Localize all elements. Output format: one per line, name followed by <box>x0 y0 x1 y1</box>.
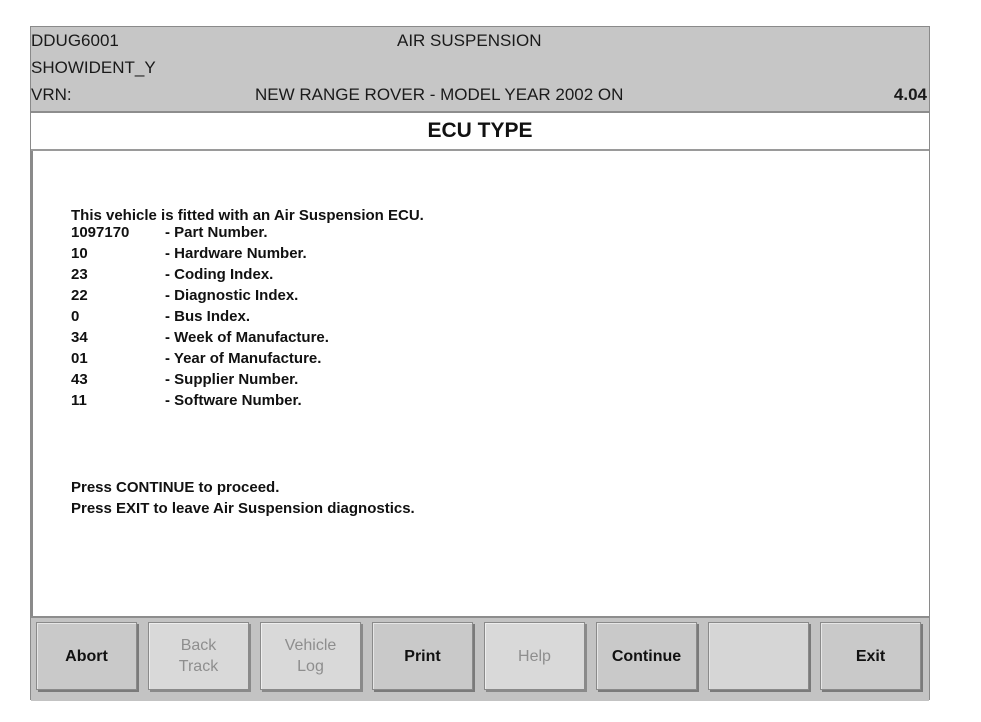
ecu-info-list <box>71 222 329 411</box>
exit-button[interactable]: Exit <box>820 622 921 690</box>
ecu-info-row <box>71 222 329 243</box>
intro-text: This vehicle is fitted with an Air Suspension ECU. <box>71 207 424 224</box>
abort-button[interactable]: Abort <box>36 622 137 690</box>
ecu-info-value: 10 <box>71 245 88 262</box>
blank-button <box>708 622 809 690</box>
ecu-info-label: - Bus Index. <box>165 308 251 325</box>
ecu-info-label: - Diagnostic Index. <box>165 287 299 304</box>
ecu-info-row <box>71 348 329 369</box>
help-button[interactable]: Help <box>484 622 585 690</box>
ecu-info-value: 11 <box>71 392 87 409</box>
ecu-info-label: - Week of Manufacture. <box>165 329 329 346</box>
screen-code: DDUG6001 <box>31 31 119 50</box>
ecu-info-value: 01 <box>71 350 88 367</box>
exit-instruction: Press EXIT to leave Air Suspension diagnostics. <box>71 500 415 517</box>
button-bar <box>31 616 929 701</box>
ecu-info-label: - Year of Manufacture. <box>165 350 322 367</box>
vehicle-model: NEW RANGE ROVER - MODEL YEAR 2002 ON <box>255 85 624 104</box>
ecu-info-row <box>71 264 329 285</box>
ecu-info-row <box>71 390 329 411</box>
print-button[interactable]: Print <box>372 622 473 690</box>
system-name: AIR SUSPENSION <box>397 31 542 50</box>
ident-code: SHOWIDENT_Y <box>31 58 156 77</box>
continue-button[interactable]: Continue <box>596 622 697 690</box>
ecu-info-value: 43 <box>71 371 88 388</box>
content-panel <box>31 151 929 616</box>
ecu-info-row <box>71 327 329 348</box>
ecu-info-row <box>71 243 329 264</box>
ecu-info-value: 0 <box>71 308 80 325</box>
ecu-info-label: - Hardware Number. <box>165 245 307 262</box>
software-version: 4.04 <box>893 85 927 104</box>
ecu-info-label: - Supplier Number. <box>165 371 299 388</box>
ecu-info-value: 23 <box>71 266 88 283</box>
ecu-info-value: 1097170 <box>71 224 130 241</box>
ecu-info-value: 22 <box>71 287 88 304</box>
header-panel <box>31 27 929 113</box>
vehicle-log-button[interactable]: Vehicle Log <box>260 622 361 690</box>
continue-instruction: Press CONTINUE to proceed. <box>71 479 280 496</box>
page-title: ECU TYPE <box>31 113 929 151</box>
ecu-info-label: - Part Number. <box>165 224 268 241</box>
back-track-button[interactable]: Back Track <box>148 622 249 690</box>
ecu-info-row <box>71 369 329 390</box>
ecu-info-label: - Coding Index. <box>165 266 274 283</box>
diagnostic-window <box>30 26 930 700</box>
ecu-info-label: - Software Number. <box>165 392 302 409</box>
ecu-info-value: 34 <box>71 329 88 346</box>
ecu-info-row <box>71 306 329 327</box>
ecu-info-row <box>71 285 329 306</box>
vrn-label: VRN: <box>31 85 72 104</box>
